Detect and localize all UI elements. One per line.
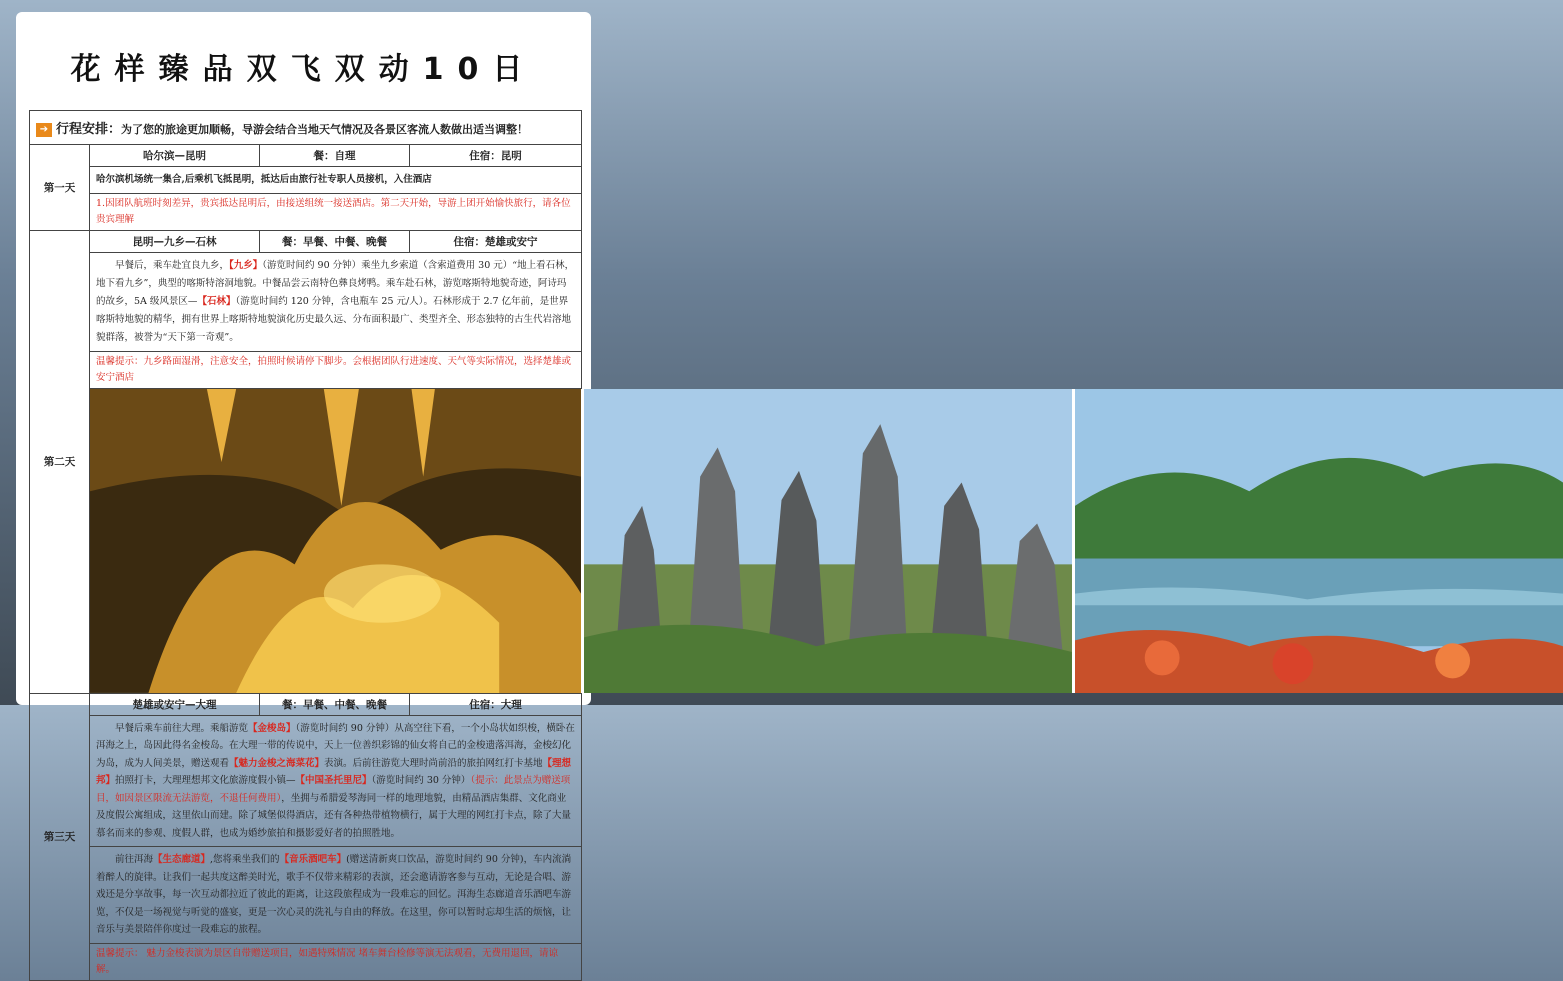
day3-label: 第三天 — [30, 693, 90, 980]
day1-meals: 餐：自理 — [260, 145, 410, 167]
highlight-haicaihua-show: 【魅力金梭之海菜花】 — [229, 757, 325, 769]
day1-tip: 1.因团队航班时刻差异，贵宾抵达昆明后，由接送组统一接送酒店。第二天开始，导游上团开始愉快旅行，请各位贵宾理解 — [90, 194, 582, 231]
day2-route: 昆明—九乡—石林 — [90, 231, 260, 253]
arrow-icon: ➔ — [36, 123, 52, 137]
day2-stay: 住宿：楚雄或安宁 — [410, 231, 582, 253]
cave-image — [90, 389, 581, 693]
day1-stay: 住宿：昆明 — [410, 145, 582, 167]
day2-meals: 餐：早餐、中餐、晚餐 — [260, 231, 410, 253]
free-item-note: （提示：此景点为赠送项目，如因景区限流无法游览，不退任何费用） — [96, 775, 571, 804]
itinerary-table — [29, 110, 582, 981]
day2-label: 第二天 — [30, 231, 90, 694]
notice-label: 行程安排： — [56, 122, 122, 137]
highlight-eco-corridor: 【生态廊道】 — [153, 854, 211, 866]
day3-tip: 温馨提示： 魅力金梭表演为景区自带赠送项目，如遇特殊情况 堵车舞台检修等演无法观看，无费用退回，请谅解。 — [90, 943, 582, 980]
day3-paragraph-1: 早餐后乘车前往大理。乘船游览【金梭岛】（游览时间约 90 分钟）从高空往下看，一个小岛状如织梭，横卧在洱海之上，岛因此得名金梭岛。在大理一带的传说中，天上一位善织彩锦的仙女将自己的金梭遗落洱海，金梭幻化为岛，成为人间美景，赠送观看【魅力金梭之海菜花】表演。后前往游览大理时尚前沿的旅拍网红打卡基地【理想邦】拍照打卡，大理理想邦文化旅游度假小镇—【中国圣托里尼】（游览时间约 30 分钟）（提示：此景点为赠送项目，如因景区限流无法游览，不退任何费用），坐拥与希腊爱琴海同一样的地理地貌，由精品酒店集群、文化商业及度假公寓组成，这里依山而建。除了城堡似得酒店，还有各种热带植物横行，属于大理的网红打卡点，除了大量慕名而来的参观、度假人群，也成为婚纱旅拍和摄影爱好者的拍照胜地。 — [90, 715, 582, 847]
notice-text: 为了您的旅途更加顺畅，导游会结合当地天气情况及各景区客流人数做出适当调整！ — [121, 123, 529, 136]
highlight-shilin: 【石林】 — [197, 296, 236, 307]
day2-photo-strip — [90, 389, 582, 694]
highlight-music-bar-car: 【音乐酒吧车】 — [279, 854, 347, 866]
notice-bar — [30, 111, 582, 145]
day3-paragraph-2: 前往洱海【生态廊道】,您将乘坐我们的【音乐酒吧车】(赠送清新爽口饮品，游览时间约 90 分钟)，车内流淌着醉人的旋律。让我们一起共度这醉美时光，歌手不仅带来精彩的表演，还会邀请游客参与互动，无论是合唱、游戏还是分享故事，每一次互动都拉近了彼此的距离，让这段旅程成为一段难忘的回忆。洱海生态廊道音乐酒吧车游览，不仅是一场视觉与听觉的盛宴，更是一次心灵的洗礼与自由的释放。在这里，你可以暂时忘却生活的烦恼，让音乐与美景陪伴你度过一段难忘的旅程。 — [90, 847, 582, 944]
day2-tip: 温馨提示：九乡路面湿滑，注意安全，拍照时候请停下脚步。会根据团队行进速度、天气等实际情况，选择楚雄或安宁酒店 — [90, 352, 582, 389]
page-title: 花样臻品双飞双动10日 — [70, 52, 537, 87]
lake-image — [1072, 389, 1563, 693]
day3-stay: 住宿：大理 — [410, 693, 582, 715]
day3-route: 楚雄或安宁—大理 — [90, 693, 260, 715]
highlight-jiuxiang: 【九乡】 — [229, 260, 263, 271]
highlight-jinsuo-island: 【金梭岛】 — [248, 722, 296, 734]
day1-route: 哈尔滨—昆明 — [90, 145, 260, 167]
highlight-lixiangbang: 【理想邦】 — [96, 757, 572, 787]
day1-text: 哈尔滨机场统一集合,后乘机飞抵昆明，抵达后由旅行社专职人员接机，入住酒店 — [90, 167, 582, 194]
day3-meals: 餐：早餐、中餐、晚餐 — [260, 693, 410, 715]
stone-forest-image — [581, 389, 1072, 693]
highlight-santorini: 【中国圣托里尼】 — [295, 775, 372, 787]
day1-label: 第一天 — [30, 145, 90, 231]
day2-text: 早餐后，乘车赴宜良九乡，【九乡】（游览时间约 90 分钟）乘坐九乡索道（含索道费用 30 元）“地上看石林，地下看九乡”，典型的喀斯特溶洞地貌。中餐品尝云南特色彝良烤鸭。乘车赴石林，游览喀斯特地貌奇迹，阿诗玛的故乡，5A 级风景区—【石林】（游览时间约 120 分钟，含电瓶车 25 元/人）。石林形成于 2.7 亿年前，是世界喀斯特地貌的精华，拥有世界上喀斯特地貌演化历史最久远、分布面积最广、类型齐全、形态独特的古生代岩溶地貌群落，被誉为“天下第一奇观”。 — [90, 253, 582, 352]
